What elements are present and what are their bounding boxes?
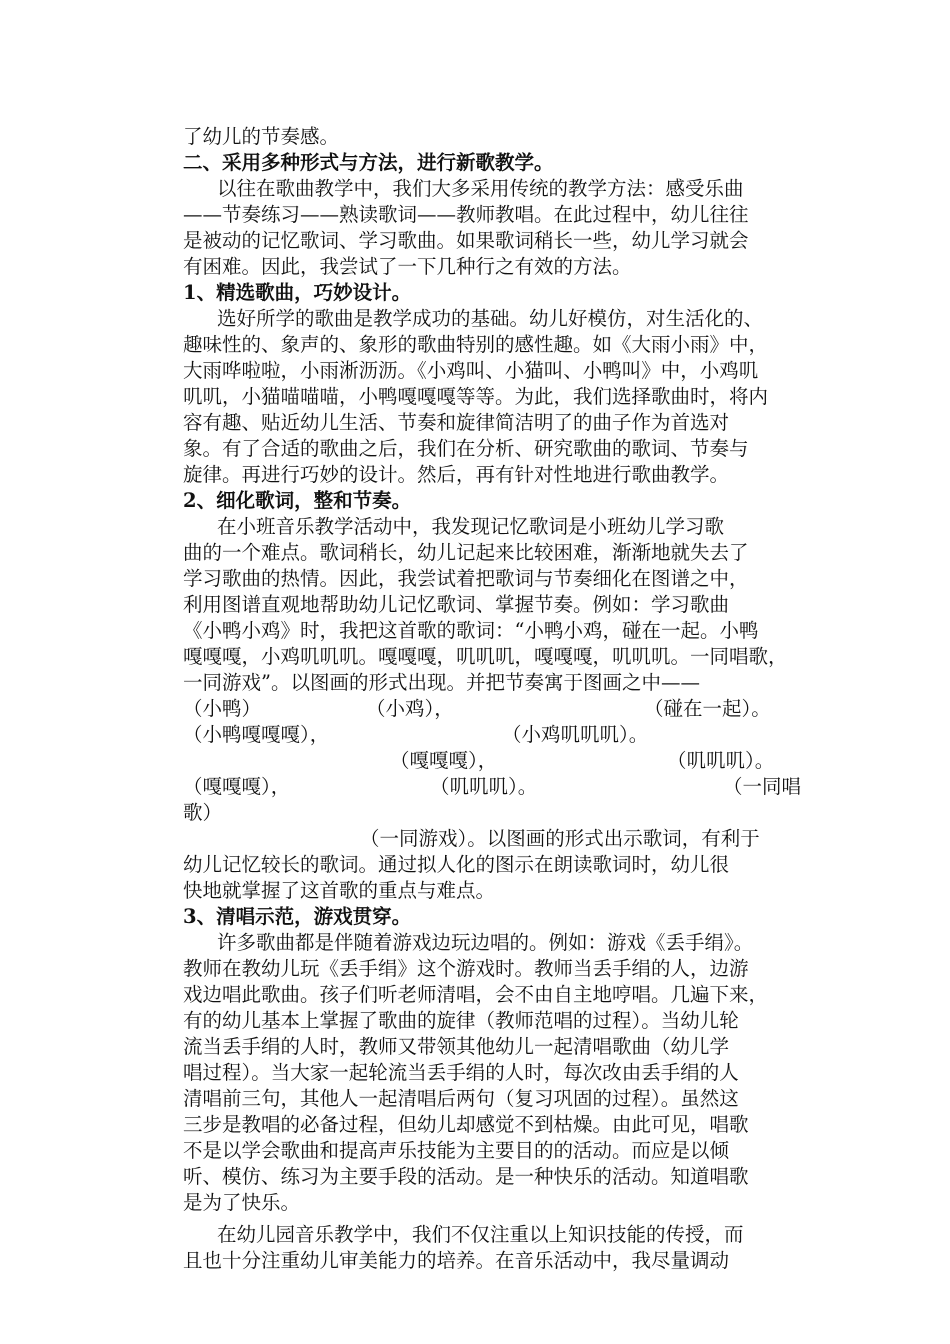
lyric-segment: （碰在一起）。 — [644, 697, 771, 720]
lyric-row — [183, 748, 807, 774]
lyric-segment: （一同游戏）。以图画的形式出示歌词，有利于 — [360, 827, 760, 850]
text-line: 且也十分注重幼儿审美能力的培养。在音乐活动中，我尽量调动 — [183, 1249, 730, 1272]
section-heading: 二、采用多种形式与方法，进行新歌教学。 — [183, 151, 554, 174]
subsection-heading: 3、清唱示范，游戏贯穿。 — [183, 905, 412, 928]
text-line: 嘎嘎嘎，小鸡叽叽叽。嘎嘎嘎，叽叽叽，嘎嘎嘎，叽叽叽。一同唱歌， — [183, 645, 788, 668]
text-line: 旋律。再进行巧妙的设计。然后，再有针对性地进行歌曲教学。 — [183, 463, 730, 486]
text-line: 流当丢手绢的人时，教师又带领其他幼儿一起清唱歌曲（幼儿学 — [183, 1035, 730, 1058]
text-line: 曲的一个难点。歌词稍长，幼儿记起来比较困难，渐渐地就失去了 — [183, 541, 749, 564]
text-line: 学习歌曲的热情。因此，我尝试着把歌词与节奏细化在图谱之中， — [183, 567, 749, 590]
lyric-row — [183, 826, 807, 852]
text-line: 有困难。因此，我尝试了一下几种行之有效的方法。 — [183, 255, 632, 278]
lyric-segment: （叽叽叽）。 — [667, 749, 775, 772]
text-line: 是为了快乐。 — [183, 1191, 301, 1214]
subsection-heading: 1、精选歌曲，巧妙设计。 — [183, 281, 412, 304]
lyric-row — [183, 800, 807, 826]
text-line: 清唱前三句，其他人一起清唱后两句（复习巩固的过程）。虽然这 — [183, 1087, 739, 1110]
text-line: 《小鸭小鸡》时，我把这首歌的歌词：“小鸭小鸡，碰在一起。小鸭 — [183, 619, 759, 642]
lyric-segment: （小鸭嘎嘎嘎）， — [183, 723, 330, 746]
lyric-row — [183, 774, 807, 800]
text-line: 教师在教幼儿玩《丢手绢》这个游戏时。教师当丢手绢的人，边游 — [183, 957, 749, 980]
text-line: 一同游戏”。以图画的形式出现。并把节奏寓于图画之中—— — [183, 671, 700, 694]
text-line: 不是以学会歌曲和提高声乐技能为主要目的的活动。而应是以倾 — [183, 1139, 730, 1162]
lyric-segment: （小鸡）， — [366, 697, 454, 720]
lyric-row — [183, 722, 807, 748]
text-line: 戏边唱此歌曲。孩子们听老师清唱，会不由自主地哼唱。几遍下来， — [183, 983, 769, 1006]
lyric-segment: （小鸡叽叽叽）。 — [502, 723, 649, 746]
text-line: 了幼儿的节奏感。 — [183, 125, 340, 148]
text-line: 在小班音乐教学活动中，我发现记忆歌词是小班幼儿学习歌 — [217, 515, 725, 538]
text-line: 快地就掌握了这首歌的重点与难点。 — [183, 879, 496, 902]
text-line: ——节奏练习——熟读歌词——教师教唱。在此过程中，幼儿往往 — [183, 203, 749, 226]
text-line: 大雨哗啦啦，小雨淅沥沥。《小鸡叫、小猫叫、小鸭叫》中，小鸡叽 — [183, 359, 759, 382]
text-line: 三步是教唱的必备过程，但幼儿却感觉不到枯燥。由此可见，唱歌 — [183, 1113, 749, 1136]
subsection-heading: 2、细化歌词，整和节奏。 — [183, 489, 412, 512]
text-line: 在幼儿园音乐教学中，我们不仅注重以上知识技能的传授，而 — [217, 1223, 744, 1246]
text-line: 听、模仿、练习为主要手段的活动。是一种快乐的活动。知道唱歌 — [183, 1165, 749, 1188]
text-line: 象。有了合适的歌曲之后，我们在分析、研究歌曲的歌词、节奏与 — [183, 437, 749, 460]
text-line: 是被动的记忆歌词、学习歌曲。如果歌词稍长一些，幼儿学习就会 — [183, 229, 749, 252]
lyric-segment: （嘎嘎嘎）， — [183, 775, 291, 798]
text-line: 利用图谱直观地帮助幼儿记忆歌词、掌握节奏。例如：学习歌曲 — [183, 593, 730, 616]
lyric-segment: （小鸭） — [183, 697, 262, 720]
text-line: 容有趣、贴近幼儿生活、节奏和旋律简洁明了的曲子作为首选对 — [183, 411, 730, 434]
text-line: 趣味性的、象声的、象形的歌曲特别的感性趣。如《大雨小雨》中， — [183, 333, 769, 356]
lyric-segment: （一同唱 — [723, 775, 802, 798]
lyric-segment: （叽叽叽）。 — [430, 775, 538, 798]
text-line: 选好所学的歌曲是教学成功的基础。幼儿好模仿，对生活化的、 — [217, 307, 764, 330]
text-line: 许多歌曲都是伴随着游戏边玩边唱的。例如：游戏《丢手绢》。 — [217, 931, 754, 954]
lyric-row — [183, 696, 807, 722]
text-line: 唱过程）。当大家一起轮流当丢手绢的人时，每次改由丢手绢的人 — [183, 1061, 739, 1084]
lyric-segment: （嘎嘎嘎）， — [390, 749, 498, 772]
lyric-segment: 歌） — [183, 801, 223, 824]
text-line: 有的幼儿基本上掌握了歌曲的旋律（教师范唱的过程）。当幼儿轮 — [183, 1009, 739, 1032]
text-line: 叽叽，小猫喵喵喵，小鸭嘎嘎嘎等等。为此，我们选择歌曲时，将内 — [183, 385, 769, 408]
text-line: 以往在歌曲教学中，我们大多采用传统的教学方法：感受乐曲 — [217, 177, 744, 200]
text-line: 幼儿记忆较长的歌词。通过拟人化的图示在朗读歌词时，幼儿很 — [183, 853, 730, 876]
